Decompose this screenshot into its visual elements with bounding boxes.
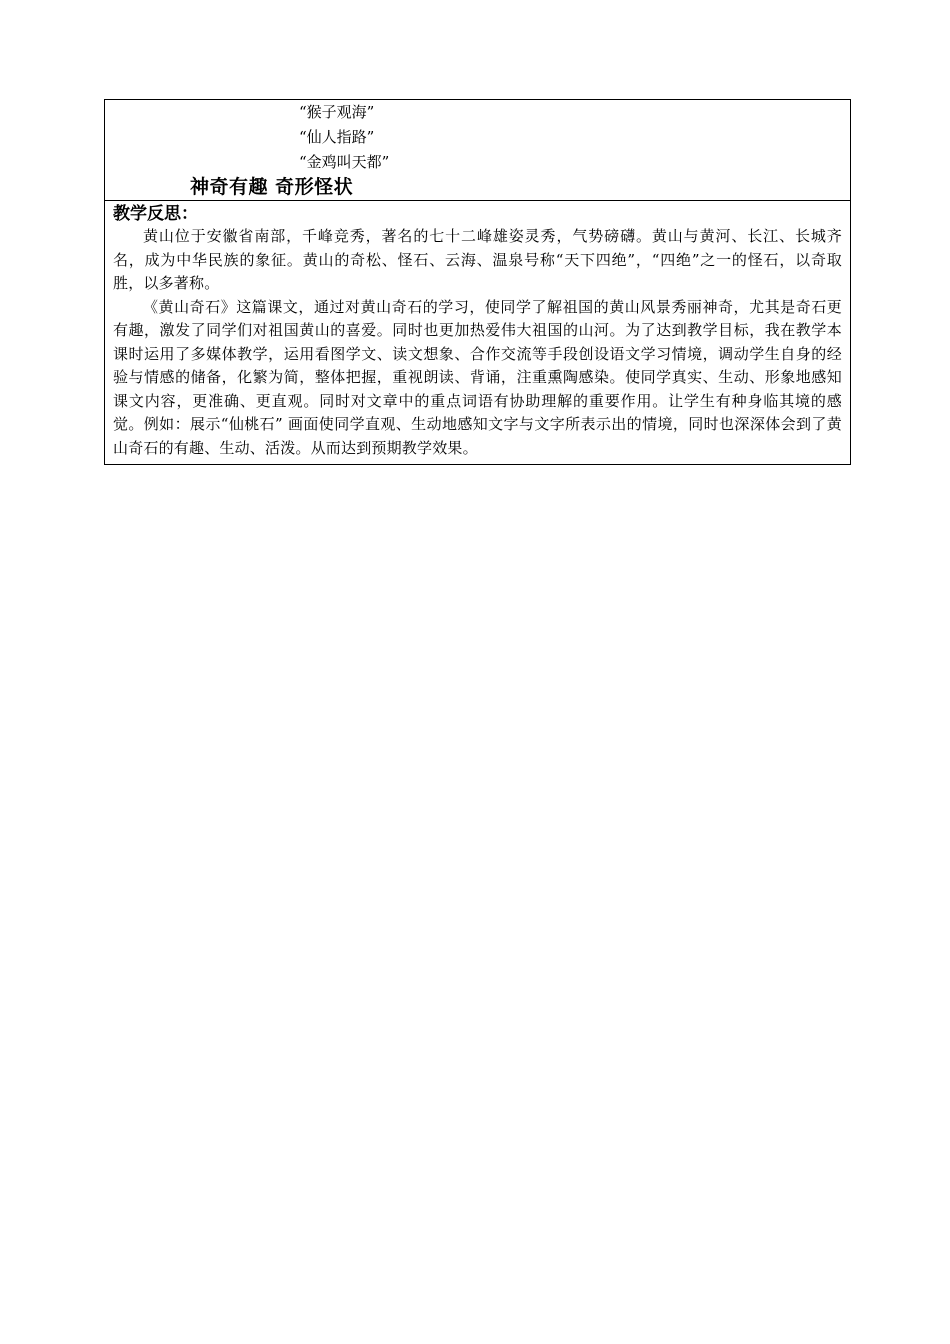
reflection-cell bbox=[105, 201, 851, 465]
table-row bbox=[105, 100, 851, 201]
reflection-paragraph: 黄山位于安徽省南部，千峰竞秀，著名的七十二峰雄姿灵秀，气势磅礴。黄山与黄河、长江、长城齐名，成为中华民族的象征。黄山的奇松、怪石、云海、温泉号称“天下四绝”，“四绝”之一的怪石，以奇取胜，以多著称。 bbox=[113, 227, 842, 292]
quote-monkey-watching-sea: “猴子观海” bbox=[299, 103, 375, 121]
lesson-table bbox=[104, 99, 851, 465]
quote-golden-rooster: “金鸡叫天都” bbox=[299, 153, 390, 171]
blackboard-cell bbox=[105, 100, 851, 201]
table-row bbox=[105, 201, 851, 465]
blackboard-summary: 神奇有趣 奇形怪状 bbox=[190, 176, 354, 198]
reflection-title: 教学反思： bbox=[113, 204, 198, 224]
reflection-paragraph: 《黄山奇石》这篇课文，通过对黄山奇石的学习，使同学了解祖国的黄山风景秀丽神奇，尤其是奇石更有趣，激发了同学们对祖国黄山的喜爱。同时也更加热爱伟大祖国的山河。为了达到教学目标，我在教学本课时运用了多媒体教学，运用看图学文、读文想象、合作交流等手段创设语文学习情境，调动学生自身的经验与情感的储备，化繁为简，整体把握，重视朗读、背诵，注重熏陶感染。使同学真实、生动、形象地感知课文内容，更准确、更直观。同时对文章中的重点词语有协助理解的重要作用。让学生有种身临其境的感觉。例如：展示“仙桃石” 画面使同学直观、生动地感知文字与文字所表示出的情境，同时也深深体会到了黄山奇石的有趣、生动、活泼。从而达到预期教学效果。 bbox=[113, 297, 842, 457]
quote-immortal-pointing-way: “仙人指路” bbox=[299, 128, 375, 146]
